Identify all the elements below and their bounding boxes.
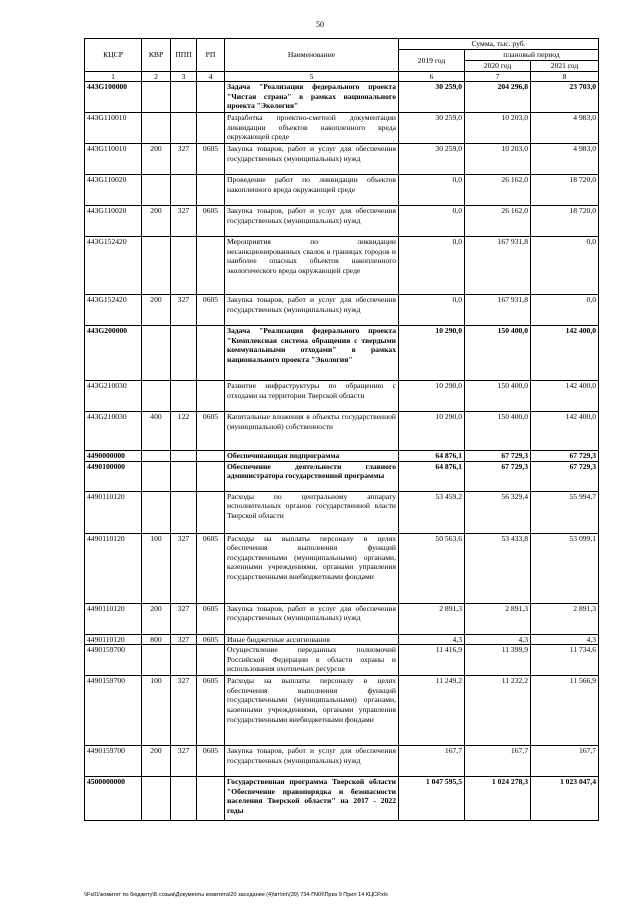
table-row — [85, 533, 599, 603]
header-rp: РП — [197, 39, 225, 72]
cell-name: Осуществление переданных полномочий Российской Федерации в области охраны и использования охотничьих ресурсов — [225, 645, 399, 676]
column-number: 1 — [85, 72, 142, 82]
cell-name: Закупка товаров, работ и услуг для обеспечения государственных (муниципальных) нужд — [225, 603, 399, 634]
cell-ppp: 327 — [171, 676, 197, 746]
cell-rp — [197, 113, 225, 144]
cell-rp: 0605 — [197, 412, 225, 451]
cell-2020: 26 162,0 — [465, 206, 531, 237]
cell-kvr — [142, 326, 171, 381]
cell-name: Проведение работ по ликвидации объектов накопленного вреда окружающей среде — [225, 175, 399, 206]
cell-ppp — [171, 175, 197, 206]
table-row — [85, 412, 599, 451]
table-row — [85, 326, 599, 381]
table-row — [85, 634, 599, 645]
cell-kvr: 200 — [142, 295, 171, 326]
page-number: 50 — [316, 20, 324, 29]
cell-kcsr: 443G152420 — [85, 237, 142, 295]
cell-name: Закупка товаров, работ и услуг для обеспечения государственных (муниципальных) нужд — [225, 144, 399, 175]
cell-kcsr: 443G110020 — [85, 206, 142, 237]
cell-name: Государственная программа Тверской области "Обеспечение правопорядка и безопасности населения Тверской области" на 2017 - 2022 годы — [225, 777, 399, 821]
cell-kvr: 200 — [142, 144, 171, 175]
cell-2021: 55 994,7 — [531, 491, 599, 533]
cell-2019: 53 459,2 — [399, 491, 465, 533]
cell-kvr — [142, 237, 171, 295]
cell-kvr — [142, 491, 171, 533]
cell-ppp — [171, 451, 197, 462]
cell-2021: 4,3 — [531, 634, 599, 645]
header-ppp: ППП — [171, 39, 197, 72]
header-2020: 2020 год — [465, 61, 531, 72]
cell-2019: 0,0 — [399, 295, 465, 326]
cell-2020: 10 203,0 — [465, 144, 531, 175]
cell-2020: 67 729,3 — [465, 451, 531, 462]
cell-2019: 0,0 — [399, 237, 465, 295]
table-row — [85, 777, 599, 821]
header-sum: Сумма, тыс. руб. — [399, 39, 599, 50]
cell-kvr — [142, 645, 171, 676]
cell-kvr — [142, 461, 171, 491]
cell-kcsr: 443G210030 — [85, 381, 142, 412]
header-2019: 2019 год — [399, 50, 465, 72]
cell-ppp: 327 — [171, 603, 197, 634]
cell-2020: 67 729,3 — [465, 461, 531, 491]
cell-2019: 30 259,0 — [399, 144, 465, 175]
cell-2020: 150 400,0 — [465, 381, 531, 412]
cell-name: Иные бюджетные ассигнования — [225, 634, 399, 645]
cell-2021: 0,0 — [531, 237, 599, 295]
cell-2021: 142 400,0 — [531, 326, 599, 381]
cell-rp — [197, 645, 225, 676]
cell-2019: 50 563,6 — [399, 533, 465, 603]
cell-ppp — [171, 113, 197, 144]
cell-kcsr: 4490159700 — [85, 746, 142, 777]
cell-rp — [197, 777, 225, 821]
cell-2020: 167,7 — [465, 746, 531, 777]
cell-2019: 1 047 595,5 — [399, 777, 465, 821]
cell-kcsr: 4490159700 — [85, 676, 142, 746]
cell-2020: 26 162,0 — [465, 175, 531, 206]
table-row — [85, 175, 599, 206]
cell-2019: 10 290,0 — [399, 326, 465, 381]
cell-kvr: 800 — [142, 634, 171, 645]
cell-rp — [197, 82, 225, 113]
cell-2019: 11 416,9 — [399, 645, 465, 676]
cell-name: Закупка товаров, работ и услуг для обеспечения государственных (муниципальных) нужд — [225, 295, 399, 326]
cell-rp — [197, 491, 225, 533]
cell-2019: 0,0 — [399, 175, 465, 206]
cell-kcsr: 443G110020 — [85, 175, 142, 206]
cell-kcsr: 4500000000 — [85, 777, 142, 821]
header-name: Наименование — [225, 39, 399, 72]
cell-2019: 4,3 — [399, 634, 465, 645]
cell-2019: 64 876,1 — [399, 461, 465, 491]
cell-2019: 0,0 — [399, 206, 465, 237]
cell-kvr: 400 — [142, 412, 171, 451]
cell-kvr — [142, 113, 171, 144]
cell-2019: 10 290,0 — [399, 412, 465, 451]
cell-2021: 142 400,0 — [531, 381, 599, 412]
cell-2020: 53 433,8 — [465, 533, 531, 603]
cell-name: Задача "Реализация федерального проекта "Комплексная система обращения с твердыми коммунальными отходами" в рамках национального проекта "Экология" — [225, 326, 399, 381]
cell-kcsr: 443G210030 — [85, 412, 142, 451]
file-path-footer: \\Fs01\комитет по бюджету\Б созыв\Документы комитета\20 заседание (4)\вт\пп\(39) 734-П\Кб\Приз 9 Прил 14 КЦСР.xls — [84, 892, 388, 898]
cell-2021: 23 703,0 — [531, 82, 599, 113]
cell-2020: 4,3 — [465, 634, 531, 645]
column-number: 7 — [465, 72, 531, 82]
cell-rp — [197, 381, 225, 412]
cell-name: Закупка товаров, работ и услуг для обеспечения государственных (муниципальных) нужд — [225, 206, 399, 237]
cell-2019: 64 876,1 — [399, 451, 465, 462]
cell-name: Мероприятия по ликвидации несанкционированных свалок в границах городов и наиболее опасных объектов накопленного экологического вреда окружающей среде — [225, 237, 399, 295]
cell-kcsr: 4490000000 — [85, 451, 142, 462]
cell-name: Обеспечение деятельности главного администратора государственной программы — [225, 461, 399, 491]
header-kcsr: КЦСР — [85, 39, 142, 72]
cell-2021: 1 023 047,4 — [531, 777, 599, 821]
table-row — [85, 451, 599, 462]
cell-2019: 30 259,0 — [399, 113, 465, 144]
column-number: 4 — [197, 72, 225, 82]
cell-2020: 11 399,9 — [465, 645, 531, 676]
cell-kvr: 200 — [142, 603, 171, 634]
cell-2019: 10 290,0 — [399, 381, 465, 412]
column-number: 3 — [171, 72, 197, 82]
cell-2021: 2 891,3 — [531, 603, 599, 634]
table-row — [85, 295, 599, 326]
cell-name: Развитие инфраструктуры по обращению с отходами на территории Тверской области — [225, 381, 399, 412]
cell-2021: 167,7 — [531, 746, 599, 777]
cell-ppp: 327 — [171, 634, 197, 645]
cell-name: Капитальные вложения в объекты государственной (муниципальной) собственности — [225, 412, 399, 451]
cell-2020: 10 203,0 — [465, 113, 531, 144]
cell-2021: 67 729,3 — [531, 451, 599, 462]
cell-name: Закупка товаров, работ и услуг для обеспечения государственных (муниципальных) нужд — [225, 746, 399, 777]
table-row — [85, 491, 599, 533]
cell-kvr: 100 — [142, 676, 171, 746]
column-number: 8 — [531, 72, 599, 82]
cell-kcsr: 4490110120 — [85, 491, 142, 533]
cell-kcsr: 4490100000 — [85, 461, 142, 491]
cell-2020: 150 400,0 — [465, 326, 531, 381]
cell-rp — [197, 175, 225, 206]
cell-kcsr: 443G110010 — [85, 113, 142, 144]
cell-rp — [197, 451, 225, 462]
cell-rp: 0605 — [197, 746, 225, 777]
cell-rp: 0605 — [197, 295, 225, 326]
cell-ppp: 122 — [171, 412, 197, 451]
cell-rp — [197, 326, 225, 381]
cell-kvr — [142, 82, 171, 113]
cell-2021: 4 983,0 — [531, 144, 599, 175]
cell-kvr — [142, 451, 171, 462]
cell-ppp — [171, 491, 197, 533]
header-2021: 2021 год — [531, 61, 599, 72]
cell-2020: 11 232,2 — [465, 676, 531, 746]
cell-rp: 0605 — [197, 676, 225, 746]
cell-2020: 56 329,4 — [465, 491, 531, 533]
cell-ppp: 327 — [171, 206, 197, 237]
cell-ppp: 327 — [171, 295, 197, 326]
cell-kvr — [142, 381, 171, 412]
column-number: 6 — [399, 72, 465, 82]
cell-rp: 0605 — [197, 206, 225, 237]
table-row — [85, 603, 599, 634]
cell-2019: 2 891,3 — [399, 603, 465, 634]
table-row — [85, 237, 599, 295]
column-numbers-row — [85, 72, 599, 82]
cell-ppp — [171, 461, 197, 491]
cell-kcsr: 4490110120 — [85, 533, 142, 603]
cell-name: Расходы на выплаты персоналу в целях обеспечения выполнения функций государственными (муниципальными) органами, казенными учреждениями, органами управления государственными внебюджетными фондами — [225, 676, 399, 746]
cell-2021: 4 983,0 — [531, 113, 599, 144]
cell-2019: 167,7 — [399, 746, 465, 777]
cell-2021: 18 720,0 — [531, 206, 599, 237]
budget-table — [84, 38, 599, 821]
cell-name: Расходы на выплаты персоналу в целях обеспечения выполнения функций государственными (муниципальными) органами, казенными учреждениями, органами управления государственными внебюджетными фондами — [225, 533, 399, 603]
cell-kcsr: 4490159700 — [85, 645, 142, 676]
cell-2020: 167 931,8 — [465, 295, 531, 326]
table-row — [85, 381, 599, 412]
cell-ppp: 327 — [171, 746, 197, 777]
cell-ppp — [171, 237, 197, 295]
cell-2020: 1 024 278,3 — [465, 777, 531, 821]
cell-ppp — [171, 777, 197, 821]
table-row — [85, 461, 599, 491]
table-row — [85, 113, 599, 144]
cell-kcsr: 443G110010 — [85, 144, 142, 175]
cell-2020: 2 891,3 — [465, 603, 531, 634]
header-planned-period: плановый период — [465, 50, 599, 61]
cell-rp: 0605 — [197, 533, 225, 603]
cell-kvr — [142, 175, 171, 206]
column-number: 5 — [225, 72, 399, 82]
cell-rp — [197, 461, 225, 491]
cell-rp: 0605 — [197, 144, 225, 175]
cell-kvr: 100 — [142, 533, 171, 603]
header-kvr: КВР — [142, 39, 171, 72]
table-row — [85, 144, 599, 175]
cell-2021: 18 720,0 — [531, 175, 599, 206]
cell-name: Обеспечивающая подпрограмма — [225, 451, 399, 462]
table-row — [85, 82, 599, 113]
cell-2019: 11 249,2 — [399, 676, 465, 746]
cell-2021: 53 099,1 — [531, 533, 599, 603]
cell-2019: 30 259,0 — [399, 82, 465, 113]
table-row — [85, 746, 599, 777]
table-row — [85, 676, 599, 746]
cell-kvr — [142, 777, 171, 821]
table-row — [85, 645, 599, 676]
cell-ppp — [171, 381, 197, 412]
cell-kcsr: 4490110120 — [85, 634, 142, 645]
cell-ppp: 327 — [171, 533, 197, 603]
cell-name: Расходы по центральному аппарату исполнительных органов государственной власти Тверской области — [225, 491, 399, 533]
table-row — [85, 206, 599, 237]
cell-kcsr: 4490110120 — [85, 603, 142, 634]
cell-kcsr: 443G100000 — [85, 82, 142, 113]
cell-2021: 142 400,0 — [531, 412, 599, 451]
cell-ppp: 327 — [171, 144, 197, 175]
cell-name: Разработка проектно-сметной документации ликвидации объектов накопленного вреда окружающей среде — [225, 113, 399, 144]
cell-kcsr: 443G200000 — [85, 326, 142, 381]
cell-ppp — [171, 82, 197, 113]
cell-2020: 150 400,0 — [465, 412, 531, 451]
cell-2021: 0,0 — [531, 295, 599, 326]
cell-kvr: 200 — [142, 206, 171, 237]
column-number: 2 — [142, 72, 171, 82]
cell-2021: 11 734,6 — [531, 645, 599, 676]
cell-kvr: 200 — [142, 746, 171, 777]
cell-2021: 11 566,9 — [531, 676, 599, 746]
cell-ppp — [171, 326, 197, 381]
cell-kcsr: 443G152420 — [85, 295, 142, 326]
cell-rp: 0605 — [197, 634, 225, 645]
cell-rp — [197, 237, 225, 295]
cell-name: Задача "Реализация федерального проекта "Чистая страна" в рамках национального проекта "Экология" — [225, 82, 399, 113]
cell-2020: 204 296,8 — [465, 82, 531, 113]
cell-rp: 0605 — [197, 603, 225, 634]
cell-2021: 67 729,3 — [531, 461, 599, 491]
cell-2020: 167 931,8 — [465, 237, 531, 295]
cell-ppp — [171, 645, 197, 676]
